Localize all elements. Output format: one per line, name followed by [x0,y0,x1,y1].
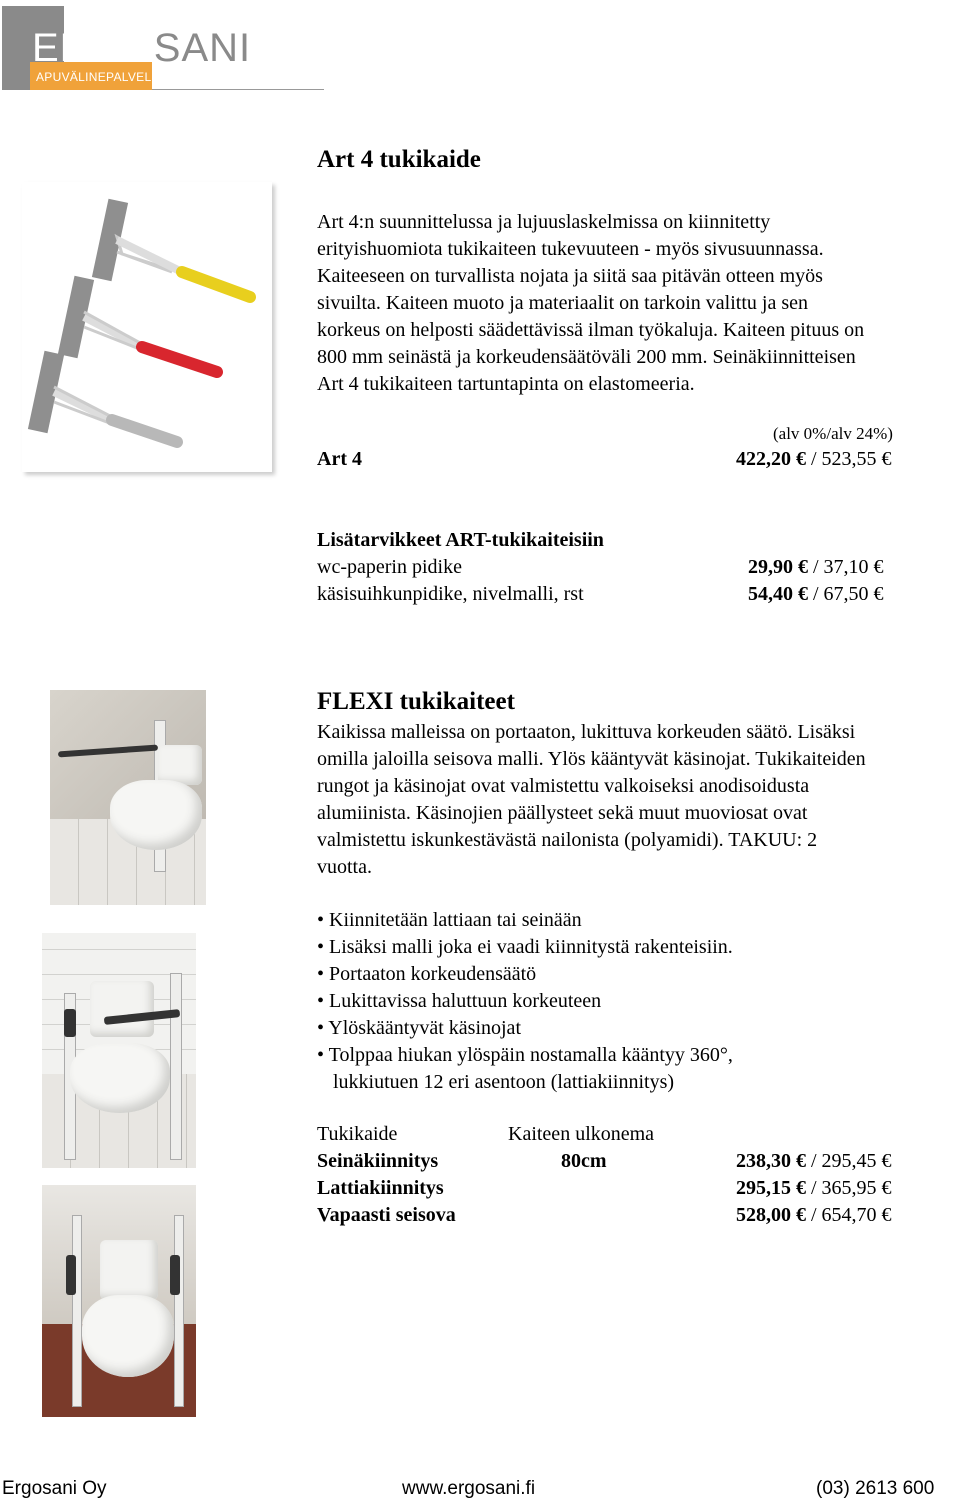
grab-rail-icon [22,182,272,472]
art4-description-line: Kaiteeseen on turvallista nojata ja siitä saa pitävän otteen myös [317,265,823,287]
flexi-description-line: vuotta. [317,856,372,878]
rail-pole [72,1215,82,1407]
feature-list-item: • Lukittavissa haluttuun korkeuteen [317,990,602,1012]
price-vat0: 528,00 € [736,1204,806,1226]
price-vat24: / 67,50 € [808,583,884,605]
toilet-bowl [70,1043,170,1113]
feature-list-item-continuation: lukkiutuen 12 eri asentoon (lattiakiinnitys) [333,1071,675,1093]
accessory-name: käsisuihkunpidike, nivelmalli, rst [317,583,584,605]
price-vat0: 54,40 € [748,583,808,605]
flexi-floor-mount-photo [42,933,196,1168]
ergosani-logo [0,0,330,92]
toilet-tank [158,745,202,785]
price-vat24: / 523,55 € [806,448,892,470]
table-row-name: Vapaasti seisova [317,1204,456,1226]
price-vat24: / 365,95 € [806,1177,892,1199]
table-row-price [736,1175,892,1202]
accessory-price [748,581,884,608]
feature-list-item: • Portaaton korkeudensäätö [317,963,537,985]
logo-word-ergo: ERGO [32,26,154,70]
art4-description-line: 800 mm seinästä ja korkeudensäätöväli 200 mm. Seinäkiinnitteisen [317,346,856,368]
art4-rails-image [22,182,272,472]
art4-price [736,446,892,473]
flexi-description-line: rungot ja käsinojat ovat valmistettu valkoiseksi anodisoidusta [317,775,810,797]
toilet-tank [90,981,154,1037]
rail-pole [170,973,182,1160]
armrest [66,1255,76,1295]
table-row-name: Seinäkiinnitys [317,1150,439,1172]
footer-company: Ergosani Oy [2,1478,107,1499]
logo-tagline: APUVÄLINEPALVELU [36,70,161,84]
price-vat24: / 654,70 € [806,1204,892,1226]
toilet-bowl [110,780,202,850]
logo-underline [152,89,324,90]
table-row-price [736,1202,892,1229]
flexi-description-line: omilla jaloilla seisova malli. Ylös kääntyvät käsinojat. Tukikaiteiden [317,748,866,770]
price-vat0: 238,30 € [736,1150,806,1172]
art4-description-line: Art 4 tukikaiteen tartuntapinta on elastomeeria. [317,373,695,395]
feature-list-item: • Lisäksi malli joka ei vaadi kiinnitystä rakenteisiin. [317,936,733,958]
table-row-name: Lattiakiinnitys [317,1177,444,1199]
flexi-feature-list [317,907,957,1096]
armrest [170,1255,180,1295]
accessories-title: Lisätarvikkeet ART-tukikaiteisiin [317,529,604,551]
table-row-protrusion: 80cm [561,1150,607,1172]
flexi-description-line: Kaikissa malleissa on portaaton, lukittuva korkeuden säätö. Lisäksi [317,721,856,743]
accessory-price [748,554,884,581]
art4-title: Art 4 tukikaide [317,146,481,173]
price-vat0: 295,15 € [736,1177,806,1199]
price-vat24: / 37,10 € [808,556,884,578]
art4-description-line: sivuilta. Kaiteen muoto ja materiaalit on tarkoin valittu ja sen [317,292,808,314]
flexi-free-standing-photo [42,1185,196,1417]
art4-description-line: erityishuomiota tukikaiteen tukevuuteen - myös sivusuunnassa. [317,238,824,260]
footer-phone: (03) 2613 600 [816,1478,935,1499]
art4-description-line: korkeus on helposti säädettävissä ilman työkaluja. Kaiteen pituus on [317,319,865,341]
toilet-bowl [82,1295,174,1377]
flexi-description-line: valmistettu iskunkestävästä nailonista (polyamidi). TAKUU: 2 [317,829,818,851]
table-header-rail: Tukikaide [317,1123,398,1145]
armrest [64,1009,76,1037]
logo-word-sani: SANI [153,26,252,70]
art4-product-label: Art 4 [317,448,362,470]
flexi-description-line: alumiinista. Käsinojien päällysteet sekä muut muoviosat ovat [317,802,808,824]
price-vat24: / 295,45 € [806,1150,892,1172]
art4-description-line: Art 4:n suunnittelussa ja lujuuslaskelmissa on kiinnitetty [317,211,771,233]
flexi-wall-mount-photo [50,690,206,905]
feature-list-item: • Ylöskääntyvät käsinojat [317,1017,521,1039]
accessory-name: wc-paperin pidike [317,556,462,578]
footer-website-link[interactable]: www.ergosani.fi [402,1478,536,1499]
flexi-title: FLEXI tukikaiteet [317,688,515,715]
feature-list-item: • Kiinnitetään lattiaan tai seinään [317,909,582,931]
table-row-price [736,1148,892,1175]
vat-note: (alv 0%/alv 24%) [773,424,893,443]
art4-description [317,209,957,398]
price-vat0: 422,20 € [736,448,806,470]
table-header-protrusion: Kaiteen ulkonema [508,1123,655,1145]
feature-list-item: • Tolppaa hiukan ylöspäin nostamalla kääntyy 360°, [317,1044,733,1066]
price-vat0: 29,90 € [748,556,808,578]
logo-wordmark [32,28,251,68]
rail-pole [174,1215,184,1407]
flexi-description [317,719,957,881]
toilet-tank [100,1240,158,1300]
